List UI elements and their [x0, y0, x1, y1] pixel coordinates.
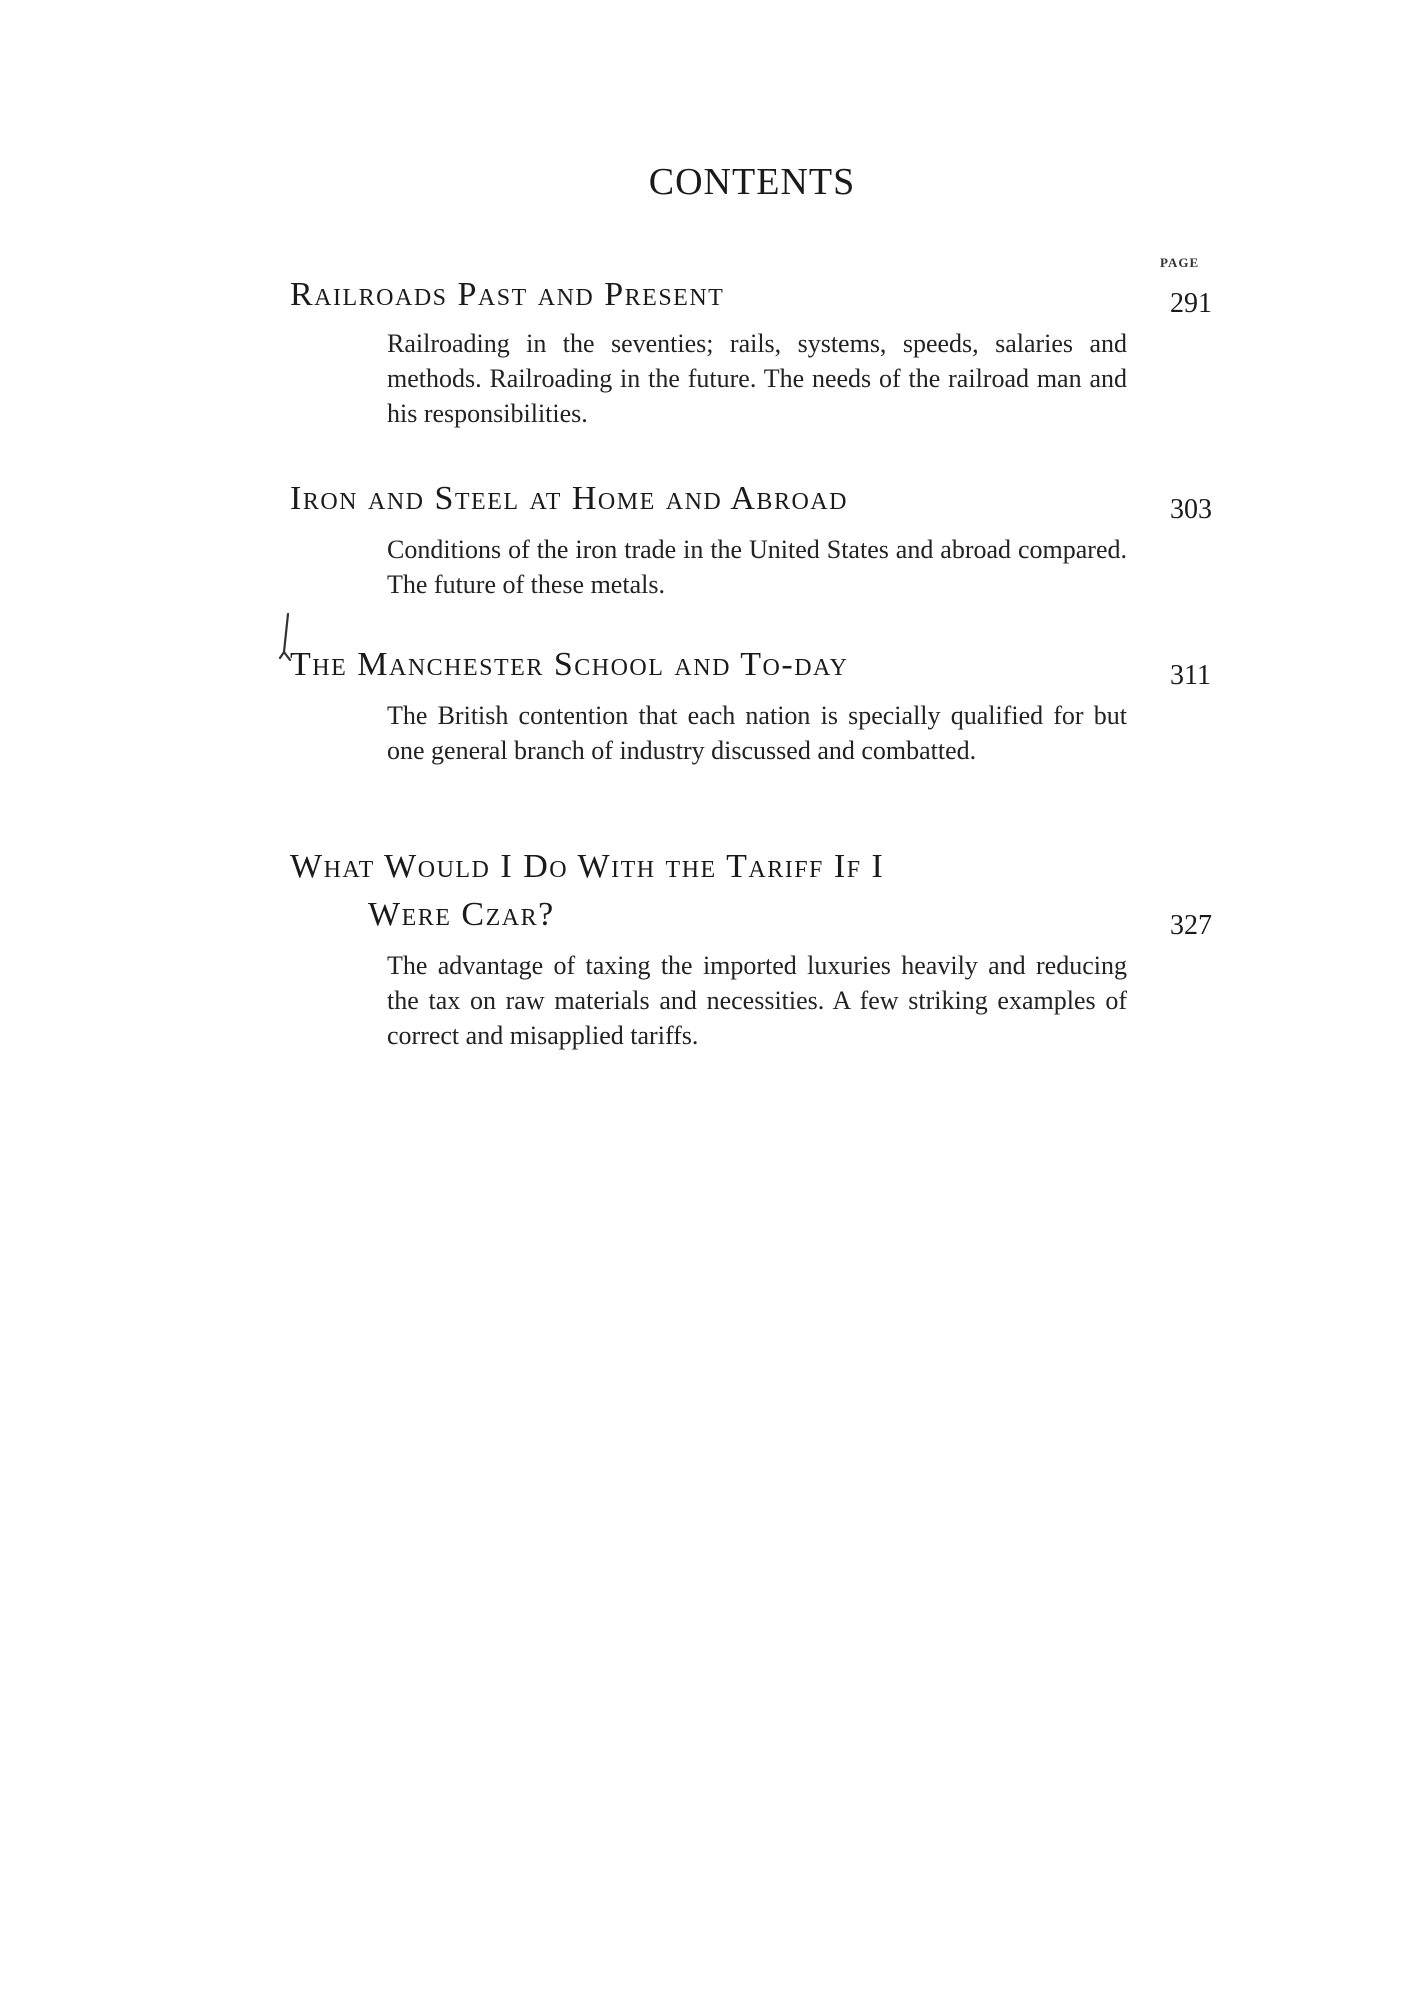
toc-entry-title[interactable]: Railroads Past and Present [290, 276, 725, 313]
toc-entry-description: Railroading in the seventies; rails, systems, speeds, salaries and methods. Railroading in the future. The needs of the railroad man and his responsibilities. [387, 329, 1127, 428]
toc-entry-description: Conditions of the iron trade in the United States and abroad compared. The future of these metals. [387, 535, 1127, 599]
toc-entry-title[interactable]: The Manchester School and To-day [290, 646, 849, 683]
toc-entry-title[interactable]: Iron and Steel at Home and Abroad [290, 480, 848, 517]
toc-entry-page[interactable]: 303 [1170, 494, 1212, 525]
toc-entry-page[interactable]: 327 [1170, 910, 1212, 941]
toc-entry-title[interactable]: What Would I Do With the Tariff If I [290, 848, 885, 885]
toc-entry-title-continued[interactable]: Were Czar? [368, 896, 555, 933]
toc-entry-page[interactable]: 311 [1170, 660, 1211, 691]
toc-entry-description: The advantage of taxing the imported luxuries heavily and reducing the tax on raw materials and necessities. A few striking examples of correct and misapplied tariffs. [387, 951, 1127, 1050]
toc-entry-page[interactable]: 291 [1170, 288, 1212, 319]
page-title: CONTENTS [648, 161, 856, 203]
toc-entry-description: The British contention that each nation is specially qualified for but one general branch of industry discussed and combatted. [387, 701, 1127, 765]
page-column-label: PAGE [1160, 255, 1200, 270]
